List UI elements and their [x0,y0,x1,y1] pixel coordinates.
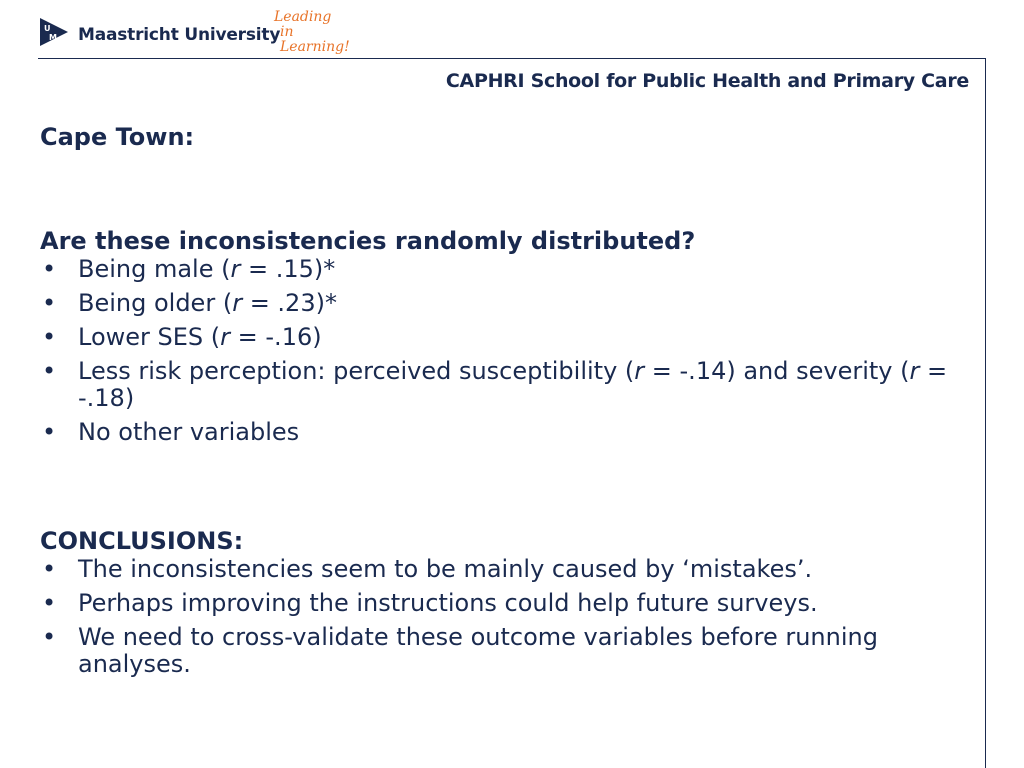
conclusions-heading: CONCLUSIONS: [40,527,244,555]
list-item: • No other variables [40,419,970,446]
university-logo [38,9,368,55]
right-frame-line [985,58,986,768]
list-item: • We need to cross-validate these outcome variables before running analyses. [40,624,970,678]
question-list [40,256,970,446]
conclusions-section [40,526,970,685]
svg-text:U: U [44,24,51,33]
tagline [270,10,360,54]
tagline-line-2: in Learning! [280,24,350,55]
university-name: Maastricht University [78,25,281,45]
slide-title: Cape Town: [40,123,195,151]
list-item: • Perhaps improving the instructions could help future surveys. [40,590,970,617]
question-heading: Are these inconsistencies randomly distributed? [40,227,696,255]
header-divider [38,58,986,59]
question-section [40,226,970,453]
tagline-line-1: Leading [274,9,332,25]
list-item: • Being male (r = .15)* [40,256,970,283]
slide-title-block [40,122,970,152]
list-item: • Lower SES (r = -.16) [40,324,970,351]
list-item: • Less risk perception: perceived susceptibility (r = -.14) and severity (r = -.18) [40,358,970,412]
um-logo-icon [38,16,70,48]
svg-text:M: M [49,33,57,42]
list-item: • Being older (r = .23)* [40,290,970,317]
school-name: CAPHRI School for Public Health and Primary Care [445,70,969,92]
conclusions-list [40,556,970,678]
list-item: • The inconsistencies seem to be mainly caused by ‘mistakes’. [40,556,970,583]
